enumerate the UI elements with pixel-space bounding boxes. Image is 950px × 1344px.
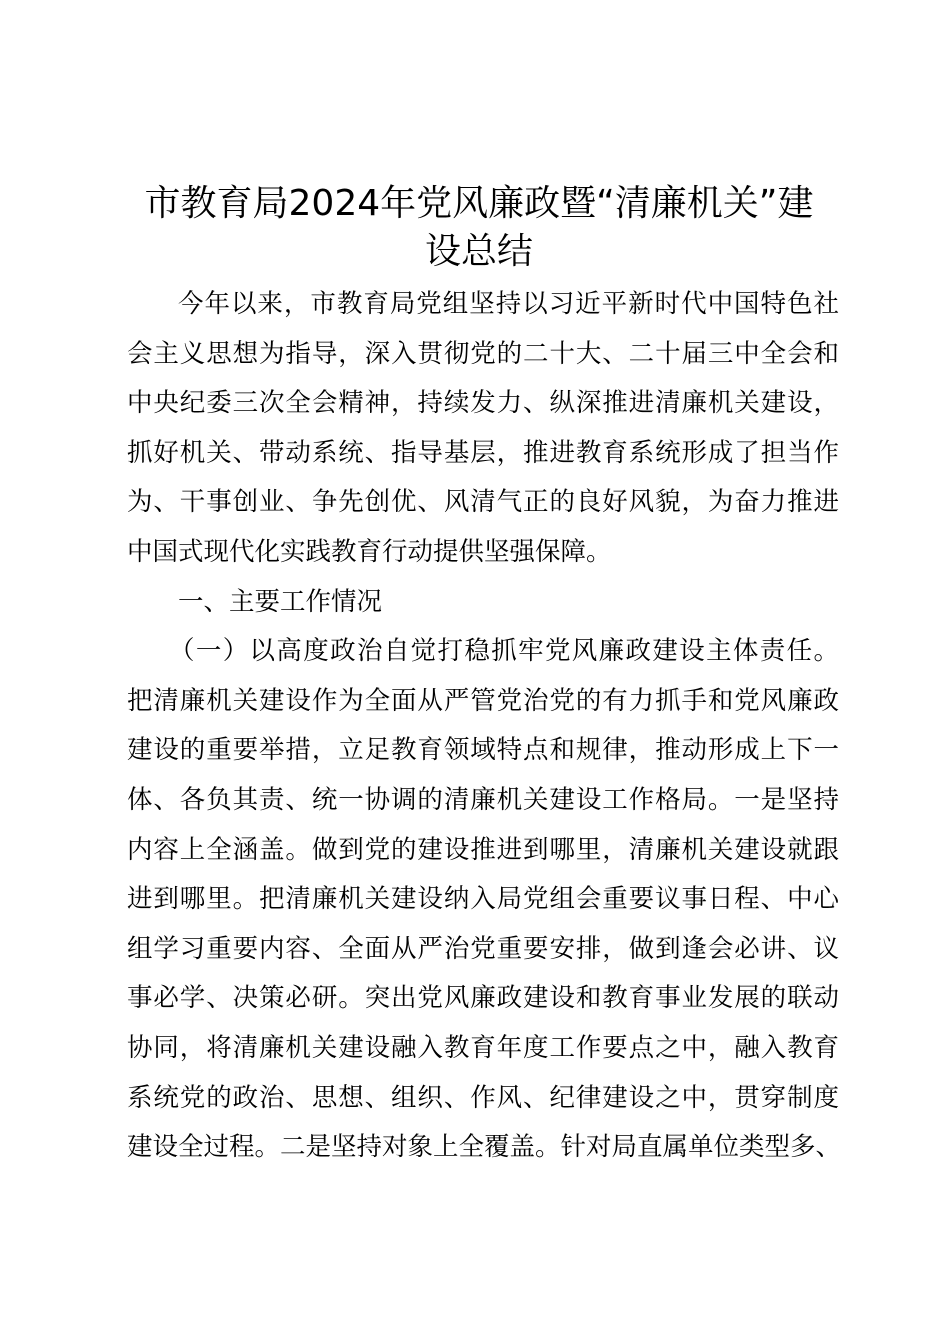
text-line: 内容上全涵盖。做到党的建设推进到哪里，清廉机关建设就跟 <box>127 834 839 865</box>
text-line: 今年以来，市教育局党组坚持以习近平新时代中国特色社 <box>178 289 839 319</box>
text-line: 建设的重要举措，立足教育领域特点和规律，推动形成上下一 <box>127 735 839 766</box>
paragraph-intro <box>127 280 839 578</box>
text-line: 进到哪里。把清廉机关建设纳入局党组会重要议事日程、中心 <box>127 884 839 915</box>
text-line: 建设全过程。二是坚持对象上全覆盖。针对局直属单位类型多、 <box>127 1132 842 1163</box>
text-line: 会主义思想为指导，深入贯彻党的二十大、二十届三中全会和 <box>127 338 839 369</box>
text-line: 把清廉机关建设作为全面从严管党治党的有力抓手和党风廉政 <box>127 685 839 716</box>
document-title <box>120 180 838 276</box>
text-line: 协同，将清廉机关建设融入教育年度工作要点之中，融入教育 <box>127 1032 839 1063</box>
text-line: 事必学、决策必研。突出党风廉政建设和教育事业发展的联动 <box>127 983 839 1014</box>
text-line: 中国式现代化实践教育行动提供坚强保障。 <box>127 536 612 567</box>
title-line-2: 设总结 <box>424 231 533 272</box>
title-line-1: 市教育局2024年党风廉政暨“清廉机关”建 <box>144 183 814 224</box>
text-line: 体、各负其责、统一协调的清廉机关建设工作格局。一是坚持 <box>127 784 839 815</box>
text-line: 组学习重要内容、全面从严治党重要安排，做到逢会必讲、议 <box>127 933 839 964</box>
paragraph-main-work <box>127 627 842 1173</box>
text-line: 为、干事创业、争先创优、风清气正的良好风貌，为奋力推进 <box>127 487 839 518</box>
text-line: （一）以高度政治自觉打稳抓牢党风廉政建设主体责任。 <box>169 636 839 667</box>
document-body <box>127 280 842 1173</box>
section-heading: 一、主要工作情况 <box>178 586 383 617</box>
text-line: 中央纪委三次全会精神，持续发力、纵深推进清廉机关建设， <box>127 388 839 419</box>
text-line: 抓好机关、带动系统、指导基层，推进教育系统形成了担当作 <box>127 437 839 468</box>
text-line: 系统党的政治、思想、组织、作风、纪律建设之中，贯穿制度 <box>127 1082 839 1113</box>
